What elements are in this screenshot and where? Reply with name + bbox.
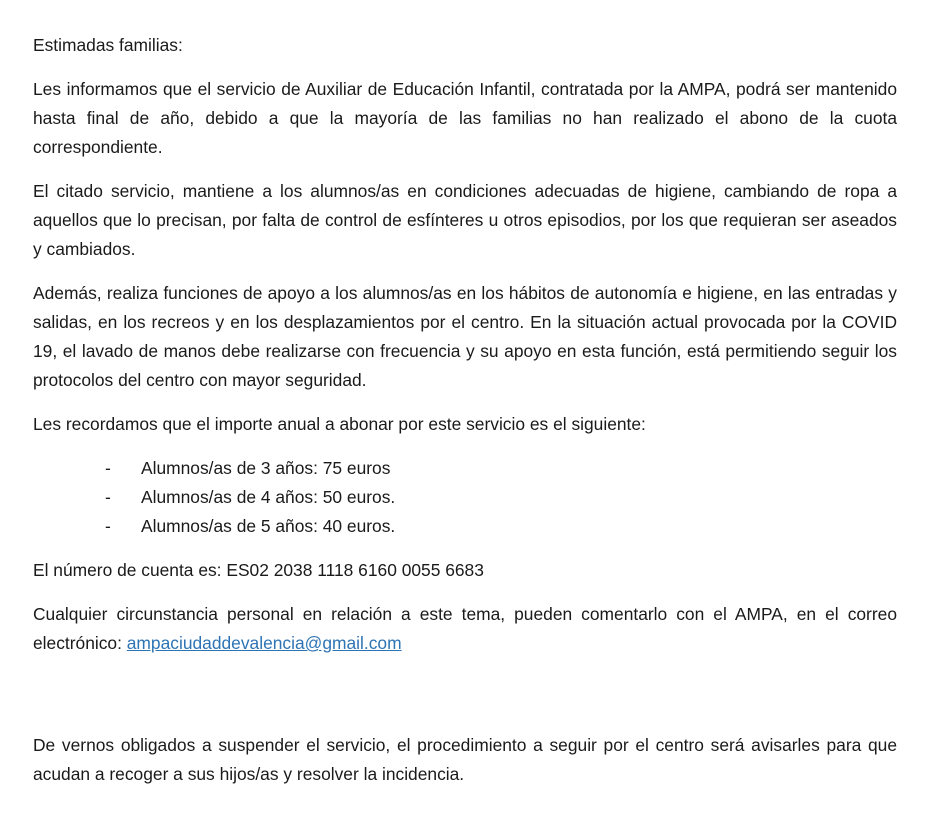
list-item	[33, 512, 897, 541]
paragraph-service-description: El citado servicio, mantiene a los alumnos/as en condiciones adecuadas de higiene, cambiando de ropa a aquellos que lo precisan, por falta de control de esfínteres u otros episodios, por los que requieran ser aseados y cambiados.	[33, 181, 897, 259]
fee-age-5: Alumnos/as de 5 años: 40 euros.	[141, 516, 396, 536]
contact-text: Cualquier circunstancia personal en relación a este tema, pueden comentarlo con el AMPA, en el correo electrónico:	[33, 604, 897, 653]
fee-age-4: Alumnos/as de 4 años: 50 euros.	[141, 487, 396, 507]
list-dash: -	[105, 487, 111, 507]
letter-document	[33, 31, 897, 804]
paragraph-support-functions: Además, realiza funciones de apoyo a los alumnos/as en los hábitos de autonomía e higiene, en las entradas y salidas, en los recreos y en los desplazamientos por el centro. En la situación actual provocada por la COVID 19, el lavado de manos debe realizarse con frecuencia y su apoyo en esta función, está permitiendo seguir los protocolos del centro con mayor seguridad.	[33, 283, 897, 390]
fees-intro: Les recordamos que el importe anual a abonar por este servicio es el siguiente:	[33, 414, 646, 434]
fees-list	[33, 454, 897, 541]
paragraph-service-continuation: Les informamos que el servicio de Auxiliar de Educación Infantil, contratada por la AMPA, podrá ser mantenido hasta final de año, debido a que la mayoría de las familias no han realizado el abono de la cuota correspondiente.	[33, 79, 897, 157]
email-link[interactable]: ampaciudaddevalencia@gmail.com	[126, 633, 402, 653]
blank-space	[33, 673, 897, 731]
closing-paragraph: De vernos obligados a suspender el servicio, el procedimiento a seguir por el centro será avisarles para que acudan a recoger a sus hijos/as y resolver la incidencia.	[33, 735, 897, 784]
list-dash: -	[105, 516, 111, 536]
contact-paragraph	[33, 600, 897, 658]
list-dash: -	[105, 458, 111, 478]
letter-greeting: Estimadas familias:	[33, 35, 183, 55]
fee-age-3: Alumnos/as de 3 años: 75 euros	[141, 458, 391, 478]
list-item	[33, 454, 897, 483]
list-item	[33, 483, 897, 512]
bank-account: El número de cuenta es: ES02 2038 1118 6160 0055 6683	[33, 560, 484, 580]
